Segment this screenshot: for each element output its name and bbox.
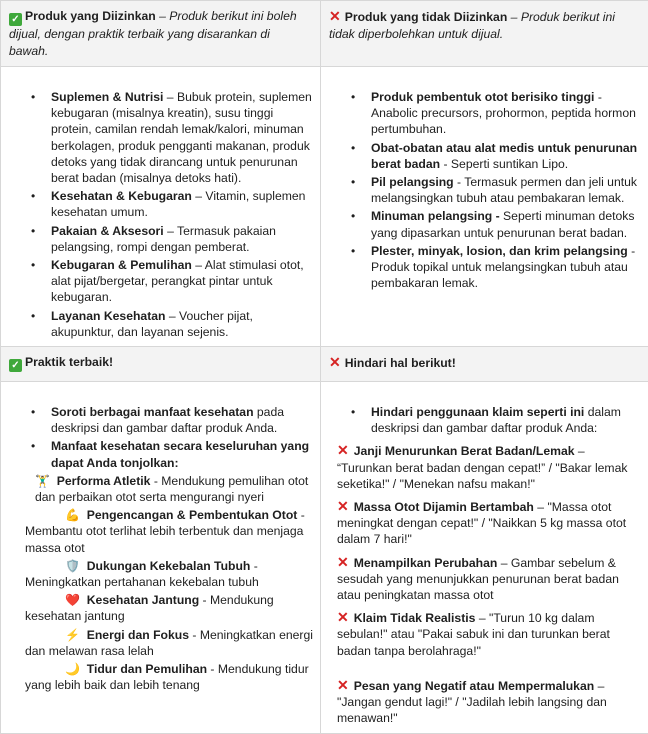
list-item: • Minuman pelangsing - Seperti minuman detoks yang dipasarkan untuk penurunan berat badan. [371, 208, 642, 240]
disallowed-title: Produk yang tidak Diizinkan [345, 10, 508, 24]
allowed-header [1, 1, 321, 67]
flexed-biceps-icon: 💪 [25, 508, 80, 522]
list-item: • Plester, minyak, losion, dan krim pelangsing - Produk topikal untuk melangsingkan tubuh atau pembakaran lemak. [371, 243, 642, 292]
claim-item: ✕ Klaim Tidak Realistis – "Turun 10 kg dalam sebulan!" atau "Pakai sabuk ini dan turunkan berat badan tanpa berolahraga!" [337, 609, 638, 659]
claim-item: ✕ Massa Otot Dijamin Bertambah – "Massa otot meningkat dengan cepat!" / "Naikkan 5 kg massa otot dalam 7 hari!" [337, 498, 638, 548]
best-practice-title: Praktik terbaik! [25, 355, 113, 369]
list-item: • Pil pelangsing - Termasuk permen dan jeli untuk melangsingkan tubuh atau pembakaran lemak. [371, 174, 642, 206]
disallowed-header [321, 1, 648, 67]
list-item: • Pakaian & Aksesori – Termasuk pakaian pelangsing, rompi dengan pemberat. [51, 223, 314, 255]
avoid-body [321, 382, 648, 733]
cross-mark-icon: ✕ [329, 8, 341, 24]
lightning-icon: ⚡ [25, 628, 80, 642]
disallowed-desc: – Produk berikut ini tidak diperbolehkan untuk dijual. [329, 10, 615, 41]
benefit-item: 🏋️‍♂️ Performa Atletik - Mendukung pemulihan otot dan perbaikan otot serta mengurangi nyeri [25, 473, 314, 505]
list-item: • Manfaat kesehatan secara keseluruhan yang dapat Anda tonjolkan: [51, 438, 314, 470]
cross-mark-icon: ✕ [337, 554, 349, 570]
allowed-desc: – Produk berikut ini boleh dijual, dengan praktik terbaik yang disarankan di bawah. [9, 9, 297, 58]
cross-mark-icon: ✕ [337, 498, 349, 514]
list-item: • Produk pembentuk otot berisiko tinggi - Anabolic precursors, prohormon, peptida hormon pertumbuhan. [371, 89, 642, 138]
best-practice-body [1, 382, 321, 733]
list-item: • Kebugaran & Pemulihan – Alat stimulasi otot, alat pijat/bergetar, perangkat pintar untuk kebugaran. [51, 257, 314, 306]
list-item: • Soroti berbagai manfaat kesehatan pada deskripsi dan gambar daftar produk Anda. [51, 404, 314, 436]
allowed-title: Produk yang Diizinkan [25, 9, 156, 23]
disallowed-body [321, 67, 648, 347]
claim-item: ✕ Janji Menurunkan Berat Badan/Lemak – “Turunkan berat badan dengan cepat!” / "Bakar lemak seketika!" / "Menekan nafsu makan!" [337, 442, 638, 492]
list-item: • Obat-obatan atau alat medis untuk penurunan berat badan - Seperti suntikan Lipo. [371, 140, 642, 172]
weightlifter-icon: 🏋️‍♂️ [35, 474, 50, 488]
claim-item: ✕ Pesan yang Negatif atau Mempermalukan – "Jangan gendut lagi!" / "Jadilah lebih langsing dan menawan!" [337, 677, 638, 727]
benefit-item: 🛡️ Dukungan Kekebalan Tubuh - Meningkatkan pertahanan kekebalan tubuh [25, 558, 314, 590]
benefit-item: ❤️ Kesehatan Jantung - Mendukung kesehatan jantung [25, 592, 314, 624]
benefit-item: 💪 Pengencangan & Pembentukan Otot - Membantu otot terlihat lebih terbentuk dan menjaga massa otot [25, 507, 314, 556]
best-practice-header [1, 347, 321, 382]
avoid-title: Hindari hal berikut! [345, 356, 456, 370]
avoid-header [321, 347, 648, 382]
benefit-item: ⚡ Energi dan Fokus - Meningkatkan energi dan melawan rasa lelah [25, 627, 314, 659]
cross-mark-icon: ✕ [329, 354, 341, 370]
moon-icon: 🌙 [25, 662, 80, 676]
cross-mark-icon: ✕ [337, 609, 349, 625]
list-item: • Layanan Kesehatan – Voucher pijat, akupunktur, dan layanan sejenis. [51, 308, 314, 340]
check-mark-icon: ✓ [9, 359, 22, 372]
list-item: • Hindari penggunaan klaim seperti ini dalam deskripsi dan gambar daftar produk Anda: [371, 404, 642, 436]
cross-mark-icon: ✕ [337, 677, 349, 693]
benefit-item: 🌙 Tidur dan Pemulihan - Mendukung tidur yang lebih baik dan lebih tenang [25, 661, 314, 693]
list-item: • Suplemen & Nutrisi – Bubuk protein, suplemen kebugaran (misalnya kreatin), susu tinggi protein, camilan rendah lemak/kalori, minuman berkolagen, produk pengganti makanan, produk detoks yang tidak dirancang untuk penurunan berat badan (misalnya detoks hati). [51, 89, 314, 186]
list-item: • Kesehatan & Kebugaran – Vitamin, suplemen kesehatan umum. [51, 188, 314, 220]
claim-item: ✕ Menampilkan Perubahan – Gambar sebelum & sesudah yang menunjukkan penurunan berat badan atau peningkatan massa otot [337, 554, 638, 604]
check-mark-icon: ✓ [9, 13, 22, 26]
shield-icon: 🛡️ [25, 559, 80, 573]
heart-icon: ❤️ [25, 593, 80, 607]
cross-mark-icon: ✕ [337, 442, 349, 458]
allowed-body [1, 67, 321, 347]
